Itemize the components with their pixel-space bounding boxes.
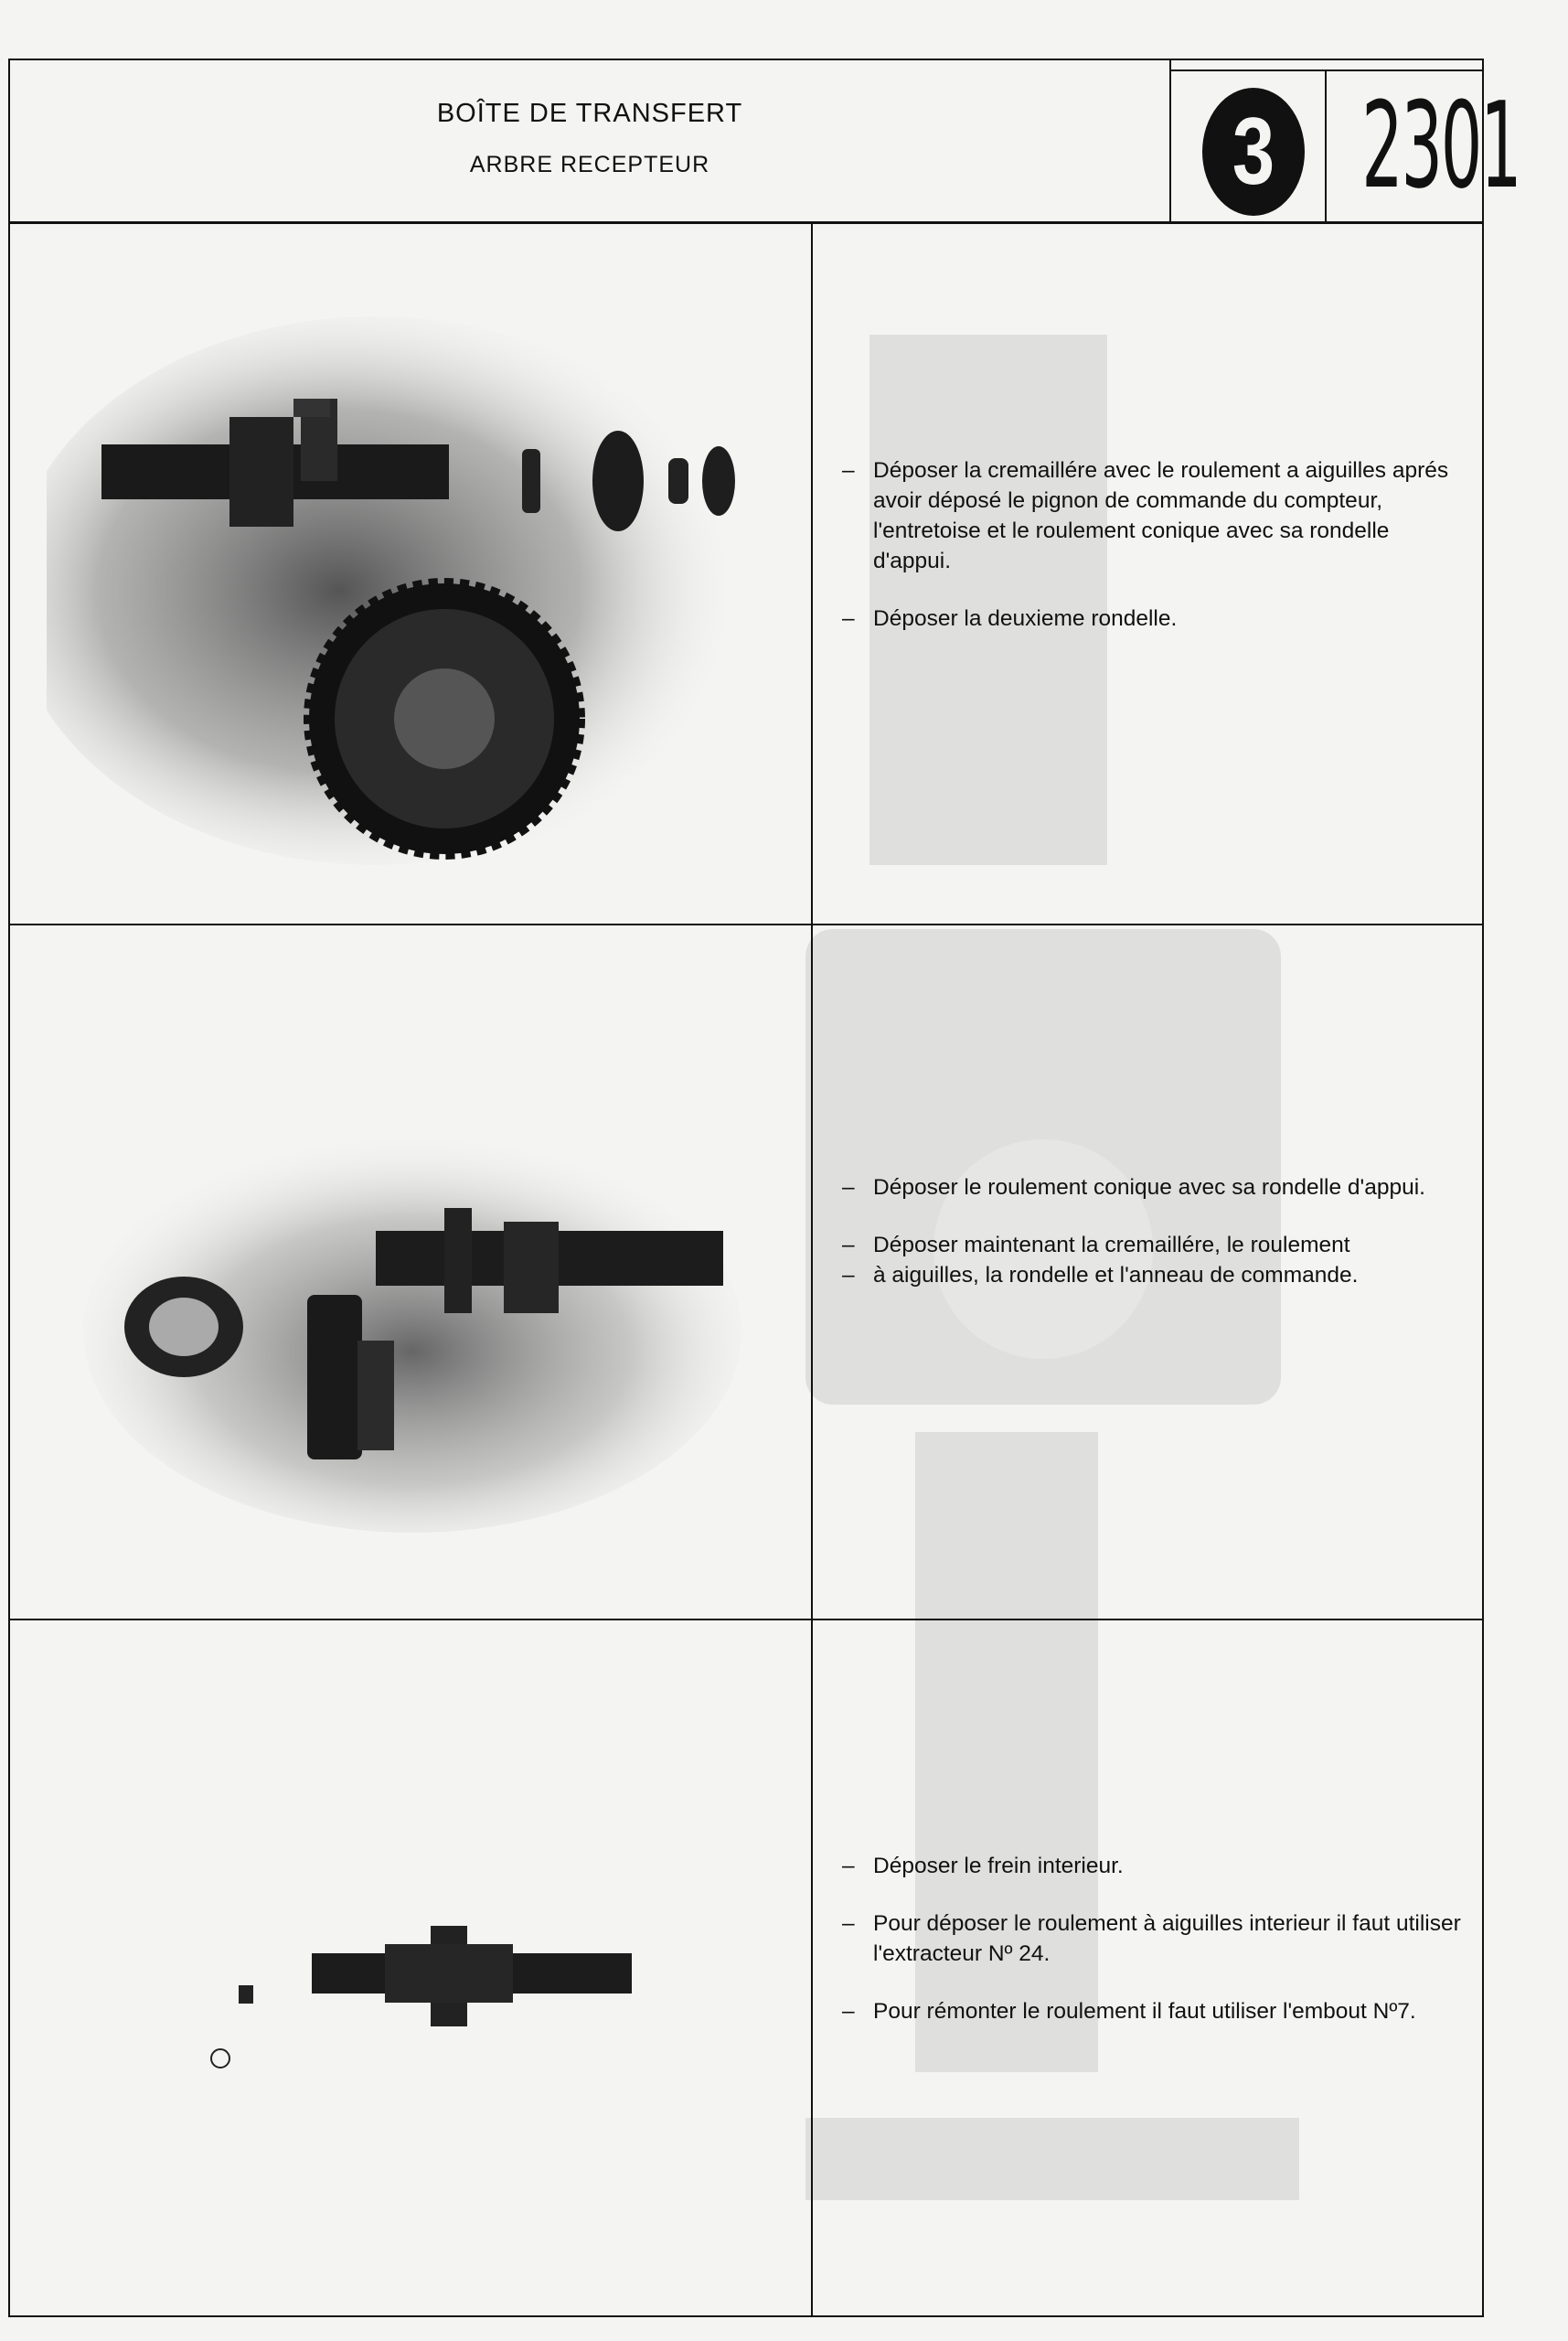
- page-subtitle: ARBRE RECEPTEUR: [469, 152, 710, 177]
- manual-page: [8, 59, 1520, 2317]
- instruction-text: Pour rémonter le roulement il faut utiliser l'embout Nº7.: [873, 1999, 1416, 2024]
- header: [10, 60, 1520, 224]
- page-code: 2301: [1361, 76, 1520, 215]
- instructions-row-1: [842, 455, 1464, 661]
- instruction-item: [842, 1172, 1464, 1203]
- dash: –: [842, 1999, 855, 2024]
- instruction-text: Déposer maintenant la cremaillére, le roulement: [873, 1233, 1350, 1257]
- page-title: BOÎTE DE TRANSFERT: [436, 99, 743, 128]
- instructions-row-2: [842, 1172, 1464, 1318]
- row-divider-1: [10, 924, 1482, 925]
- dash: –: [842, 1911, 855, 1936]
- instructions-row-3: [842, 1851, 1464, 2054]
- dash: –: [842, 1233, 855, 1257]
- page-code-box: [1327, 69, 1520, 223]
- instruction-item: [842, 1996, 1464, 2026]
- row-divider-2: [10, 1619, 1482, 1620]
- instruction-item: [842, 604, 1464, 634]
- dash: –: [842, 458, 855, 483]
- dash: –: [842, 1263, 855, 1288]
- instruction-text: Déposer le roulement conique avec sa rondelle d'appui.: [873, 1175, 1425, 1200]
- title-box: [10, 60, 1171, 221]
- gear-assembly-photo: [47, 289, 778, 893]
- instruction-text: Pour déposer le roulement à aiguilles interieur il faut utiliser l'extracteur Nº 24.: [873, 1911, 1461, 1966]
- bare-shaft-photo: [156, 1898, 668, 2136]
- shaft-with-bearing-photo: [83, 1121, 778, 1542]
- instruction-text: Déposer la deuxieme rondelle.: [873, 606, 1178, 631]
- dash: –: [842, 1175, 855, 1200]
- chapter-box: [1171, 69, 1327, 223]
- dash: –: [842, 1854, 855, 1878]
- instruction-item: [842, 1851, 1464, 1881]
- instruction-item: [842, 1908, 1464, 1969]
- instruction-item: [842, 1260, 1464, 1290]
- instruction-item: [842, 1230, 1464, 1260]
- instruction-text: Déposer le frein interieur.: [873, 1854, 1124, 1878]
- instruction-item: [842, 455, 1464, 576]
- dash: –: [842, 606, 855, 631]
- column-divider: [811, 221, 813, 2317]
- instruction-text: Déposer la cremaillére avec le roulement a aiguilles aprés avoir déposé le pignon de commande du compteur, l'entretoise et le roulement conique avec sa rondelle d'appui.: [873, 458, 1449, 573]
- instruction-text: à aiguilles, la rondelle et l'anneau de commande.: [873, 1263, 1359, 1288]
- chapter-number-badge: 3: [1202, 88, 1305, 216]
